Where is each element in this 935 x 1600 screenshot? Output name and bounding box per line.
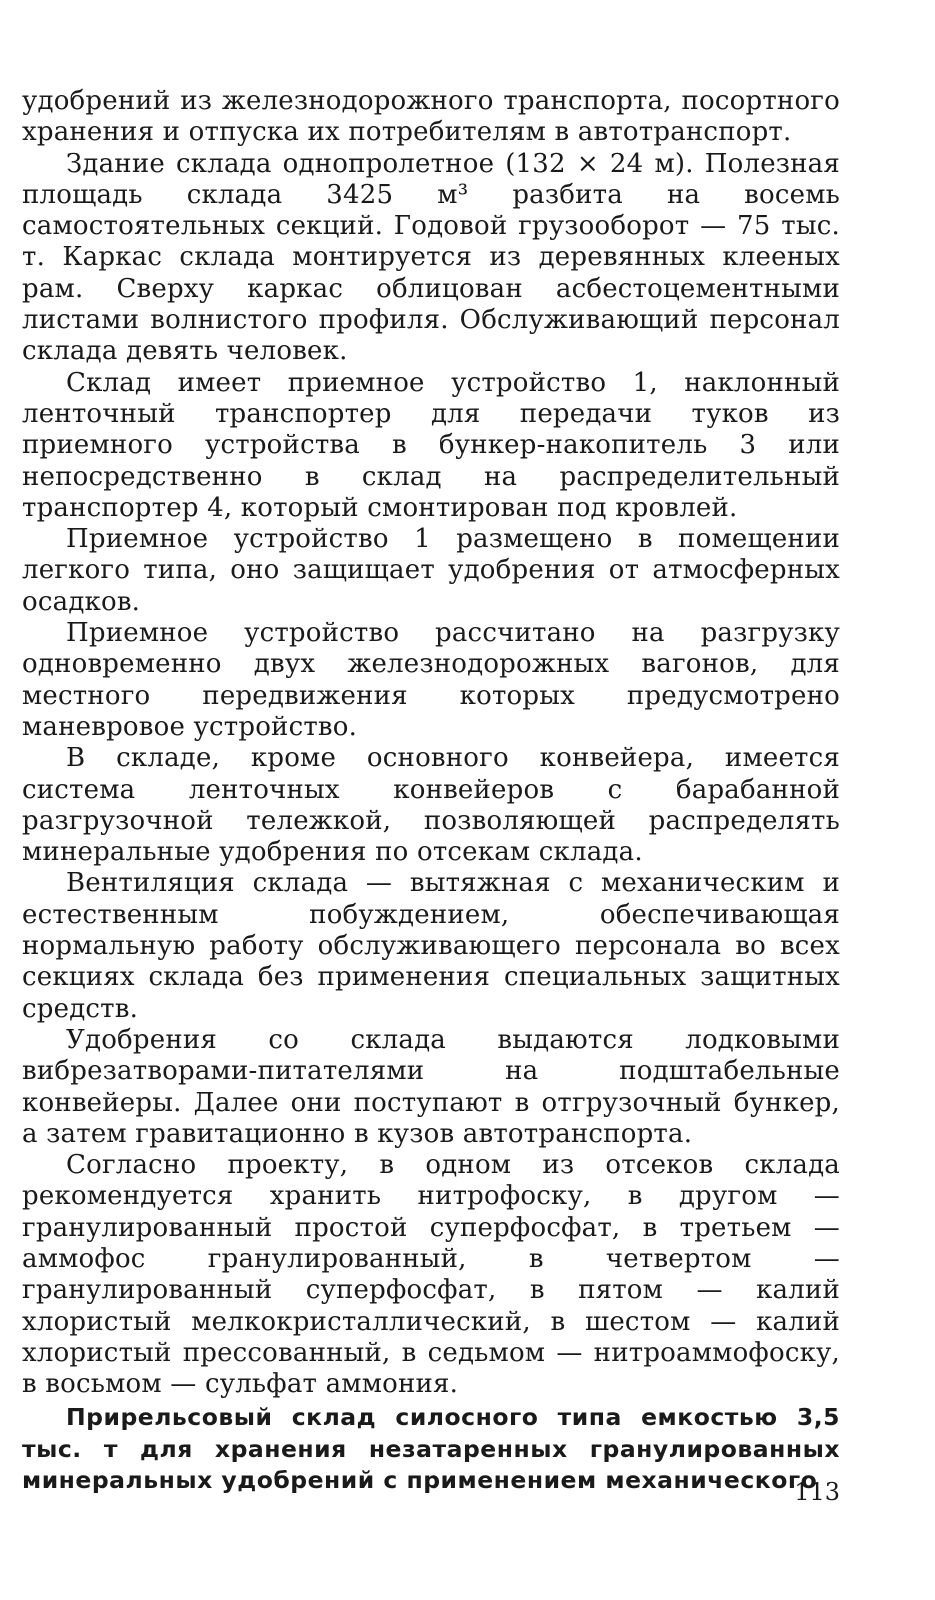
paragraph-device-placement: Приемное устройство 1 размещено в помещении легкого типа, оно защищает удобрения от атмосферных осадков.	[22, 524, 840, 617]
paragraph-storage-plan: Согласно проекту, в одном из отсеков склада рекомендуется хранить нитрофоску, в другом — гранулированный простой суперфосфат, в третьем — аммофос гранулированный, в четвертом — гранулированный суперфосфат, в пятом — калий хлористый мелкокристаллический, в шестом — калий хлористый прессованный, в седьмом — нитроаммофоску, в восьмом — сульфат аммония.	[22, 1150, 840, 1400]
paragraph-conveyors: В складе, кроме основного конвейера, имеется система ленточных конвейеров с барабанной разгрузочной тележкой, позволяющей распределять минеральные удобрения по отсекам склада.	[22, 743, 840, 868]
paragraph-continuation: удобрений из железнодорожного транспорта, посортного хранения и отпуска их потребителям в автотранспорт.	[22, 86, 840, 148]
paragraph-receiving-device: Склад имеет приемное устройство 1, наклонный ленточный транспортер для передачи туков из приемного устройства в бункер-накопитель 3 или непосредственно в склад на распределительный транспортер 4, который смонтирован под кровлей.	[22, 367, 840, 523]
paragraph-unloading: Приемное устройство рассчитано на разгрузку одновременно двух железнодорожных вагонов, для местного передвижения которых предусмотрено маневровое устройство.	[22, 618, 840, 742]
page-number: 113	[794, 1478, 840, 1506]
paragraph-building: Здание склада однопролетное (132 × 24 м). Полезная площадь склада 3425 м³ разбита на восемь самостоятельных секций. Годовой грузооборот — 75 тыс. т. Каркас склада монтируется из деревянных клееных рам. Сверху каркас облицован асбестоцементными листами волнистого профиля. Обслуживающий персонал склада девять человек.	[22, 148, 840, 367]
paragraph-dispatch: Удобрения со склада выдаются лодковыми вибрезатворами-питателями на подштабельные конвейеры. Далее они поступают в отгрузочный бункер, а затем гравитационно в кузов автотранспорта.	[22, 1024, 840, 1149]
page-text	[22, 86, 840, 1496]
paragraph-ventilation: Вентиляция склада — вытяжная с механическим и естественным побуждением, обеспечивающая нормальную работу обслуживающего персонала во всех секциях склада без применения специальных защитных средств.	[22, 868, 840, 1024]
section-heading: Прирельсовый склад силосного типа емкостью 3,5 тыс. т для хранения незатаренных гранулированных минеральных удобрений с применением механического	[22, 1403, 840, 1495]
